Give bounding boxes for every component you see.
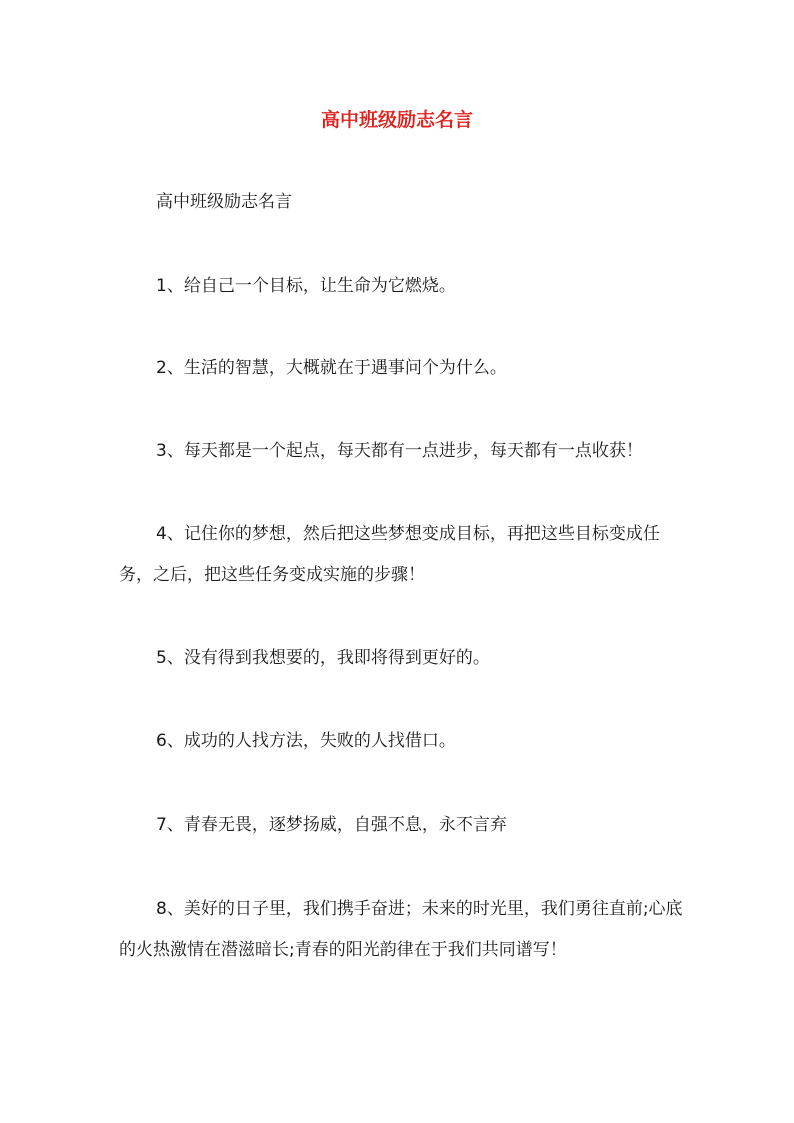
- document-subtitle: 高中班级励志名言: [156, 192, 292, 212]
- quote-item-8: 8、美好的日子里，我们携手奋进；未来的时光里，我们勇往直前;心底的火热激情在潜滋暗长;青春的阳光韵律在于我们共同谱写！: [119, 899, 683, 960]
- quote-item-2: 2、生活的智慧，大概就在于遇事问个为什么。: [156, 358, 507, 378]
- quote-item-4: 4、记住你的梦想，然后把这些梦想变成目标，再把这些目标变成任务，之后，把这些任务变成实施的步骤！: [119, 524, 660, 585]
- quote-item-3: 3、每天都是一个起点，每天都有一点进步，每天都有一点收获！: [156, 441, 643, 461]
- quote-item-6: 6、成功的人找方法，失败的人找借口。: [156, 731, 456, 751]
- quote-item-1: 1、给自己一个目标，让生命为它燃烧。: [156, 276, 456, 296]
- document-title: 高中班级励志名言: [320, 109, 473, 131]
- quote-item-5: 5、没有得到我想要的，我即将得到更好的。: [156, 648, 490, 668]
- quote-item-7: 7、青春无畏，逐梦扬威，自强不息，永不言弃: [156, 815, 507, 835]
